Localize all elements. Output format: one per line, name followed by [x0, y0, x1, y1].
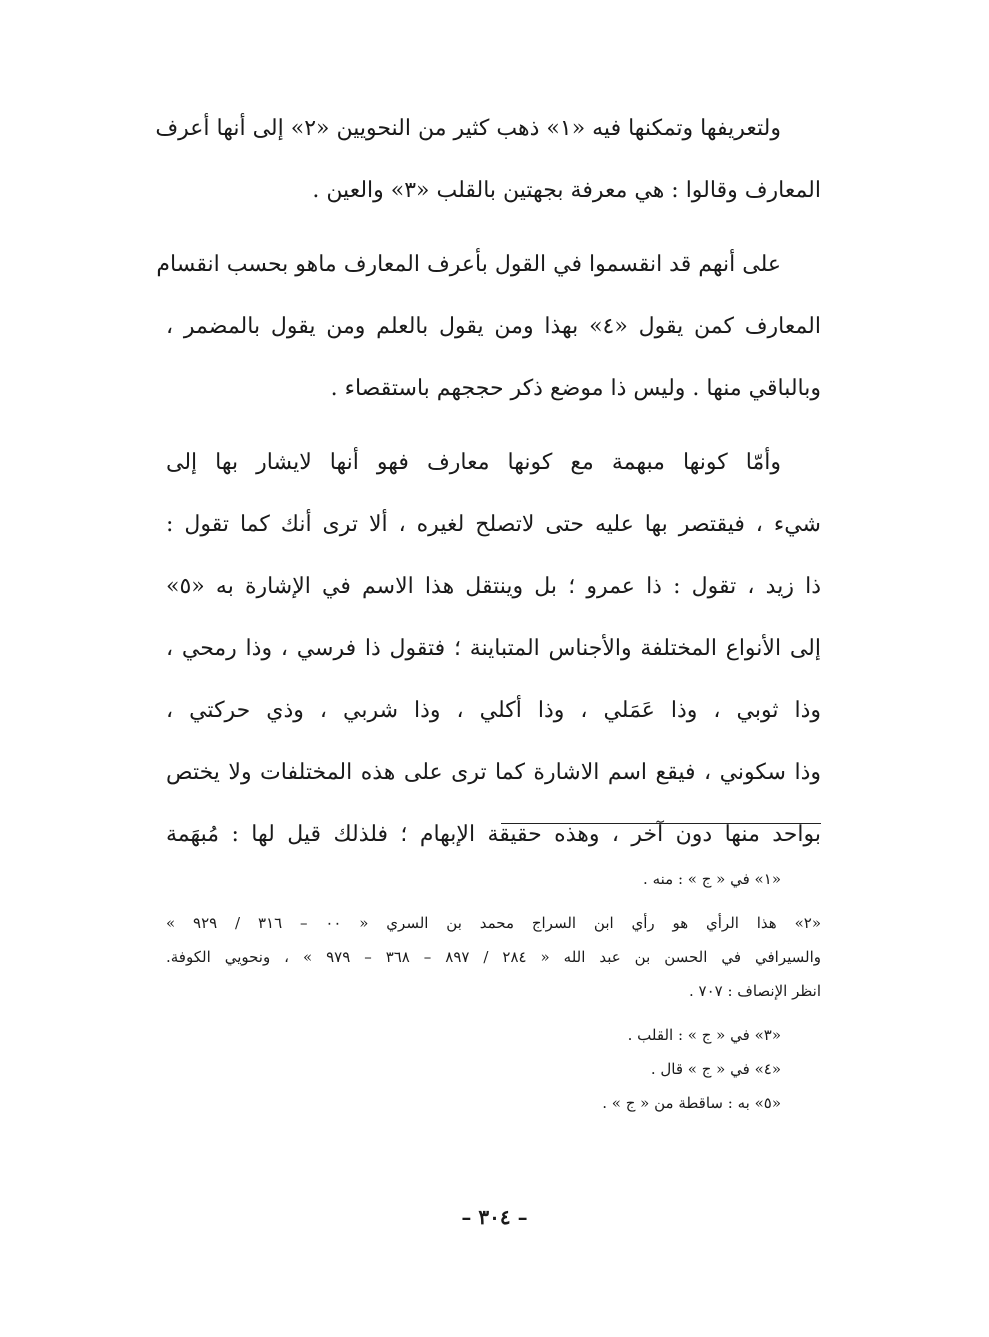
footnotes: [166, 862, 821, 1120]
footnote-2-line: والسيرافي في الحسن بن عبد الله « ٢٨٤ / ٨٩٧ – ٣٦٨ – ٩٧٩ » ، ونحويي الكوفة.: [166, 948, 821, 966]
text-line: وذا سكوني ، فيقع اسم الاشارة كما ترى على هذه المختلفات ولا يختص: [166, 760, 821, 785]
footnote-5: «٥» به : ساقطة من « ج » .: [602, 1094, 781, 1112]
footnote-2-line: انظر الإنصاف : ٧٠٧ .: [688, 982, 821, 1000]
text-line: المعارف وقالوا : هي معرفة بجهتين بالقلب «٣» والعين .: [312, 178, 821, 203]
footnote-2-line: «٢» هذا الرأي هو رأي ابن السراج محمد بن السري « ٠٠ – ٣١٦ / ٩٢٩ »: [166, 914, 821, 932]
text-line: على أنهم قد انقسموا في القول بأعرف المعارف ماهو بحسب انقسام: [156, 252, 781, 277]
footnote-3: «٣» في « ج » : القلب .: [627, 1026, 781, 1044]
footnote-1: «١» في « ج » : منه .: [643, 870, 781, 888]
text-line: ذا زيد ، تقول : ذا عمرو ؛ بل وينتقل هذا الاسم في الإشارة به «٥»: [166, 574, 821, 599]
footnote-4: «٤» في « ج » قال .: [650, 1060, 781, 1078]
text-line: شيء ، فيقتصر بها عليه حتى لاتصلح لغيره ، ألا ترى أنك كما تقول :: [166, 512, 821, 537]
text-line: وبالباقي منها . وليس ذا موضع ذكر حججهم باستقصاء .: [330, 376, 821, 401]
footnote-divider: [501, 823, 821, 824]
page-number: – ٣٠٤ –: [461, 1205, 528, 1229]
main-text: [155, 98, 821, 866]
text-line: وذا ثوبي ، وذا عَمَلي ، وذا أكلي ، وذا شربي ، وذي حركتي ،: [166, 698, 821, 723]
text-line: وأمّا كونها مبهمة مع كونها معارف فهو أنها لايشار بها إلى: [166, 450, 781, 475]
text-line: إلى الأنواع المختلفة والأجناس المتباينة ؛ فتقول ذا فرسي ، وذا رمحي ،: [166, 636, 821, 661]
text-line: المعارف كمن يقول «٤» بهذا ومن يقول بالعلم ومن يقول بالمضمر ،: [166, 314, 821, 339]
text-line: ولتعريفها وتمكنها فيه «١» ذهب كثير من النحويين «٢» إلى أنها أعرف: [155, 116, 781, 141]
text-line: بواحد منها دون آخر ، وهذه حقيقة الإبهام ؛ فلذلك قيل لها : مُبهَمة: [166, 822, 821, 847]
